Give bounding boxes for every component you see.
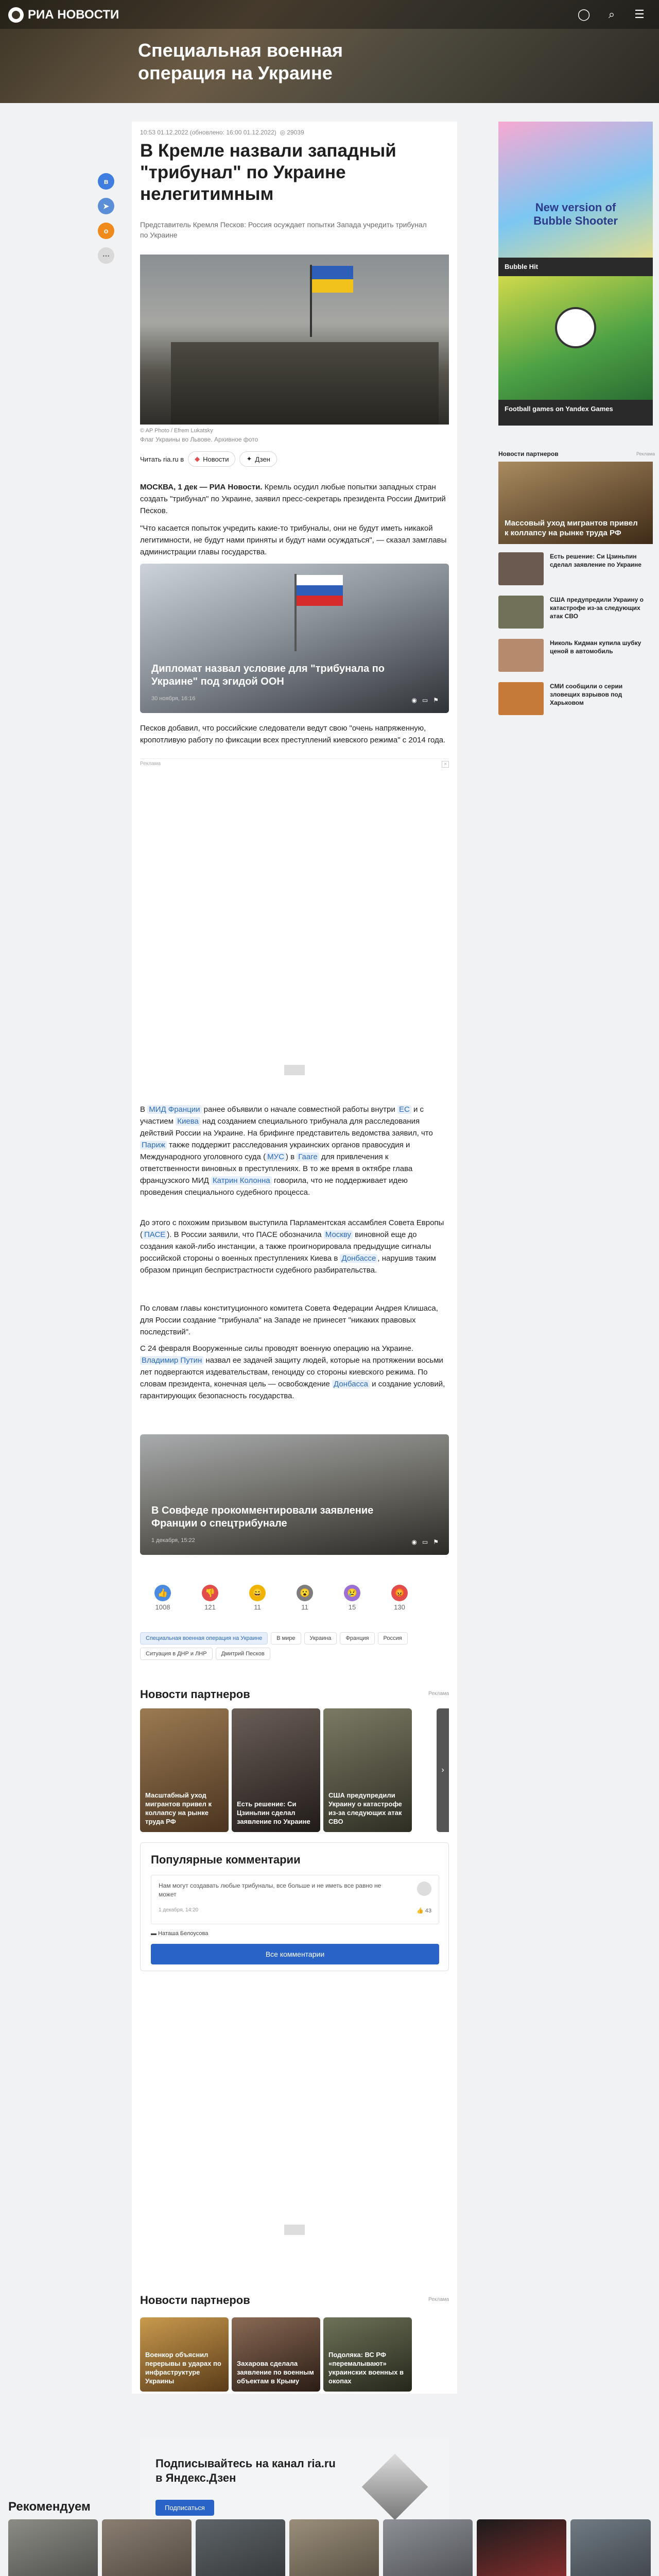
tag[interactable]: Дмитрий Песков [216, 1648, 270, 1660]
header-icons [577, 7, 647, 22]
link-kiev[interactable]: Киева [176, 1117, 200, 1126]
related-card-title: В Совфеде прокомментировали заявление Франции о спецтрибунале [151, 1505, 374, 1529]
paragraph-2: "Что касается попыток учредить какие-то трибуналы, они не будут иметь никакой легитимности, не будут нами приняты и будут нами осуждаться", — сказал замглавы администрации главы государства. [140, 524, 447, 556]
link-colonna[interactable]: Катрин Колонна [211, 1176, 272, 1185]
paragraph-4: В МИД Франции ранее объявили о начале совместной работы внутри ЕС и с участием Киева над созданием специального трибунала для расследования действий России на Украине. На брифинге представитель ведомства заявил, что Париж также поддержит расследования украинских органов правосудия и Международного уголовного суда ( МУС ) в Гааге для привлечения к ответственности виновных в преступлениях. В то же время в октябре глава французского МИД Катрин Колонна говорила, что не поддерживает идею проведения специального судебного процесса. [140, 1105, 433, 1197]
close-icon[interactable]: × [442, 761, 449, 768]
user-icon[interactable]: ◯ [577, 8, 591, 21]
paragraph-1: МОСКВА, 1 дек — РИА Новости. Кремль осудил любые попытки западных стран создать "трибунал" по Украине, заявил пресс-секретарь президента России Дмитрий Песков. [140, 483, 446, 515]
all-comments-button[interactable]: Все комментарии [151, 1944, 439, 1964]
dzen-promo-title: Подписывайтесь на канал ria.ru в Яндекс.Дзен [155, 2457, 336, 2484]
search-icon[interactable]: ⌕ [608, 8, 615, 21]
reaction-button[interactable]: 😄 11 [247, 1585, 268, 1611]
article-photo[interactable] [140, 255, 449, 425]
partner-item[interactable]: США предупредили Украину о катастрофе из-за следующих атак СВО [323, 1708, 412, 1832]
subscribe-button[interactable]: Подписаться [155, 2500, 214, 2516]
article-title: В Кремле назвали западный "трибунал" по Украине нелегитимным [140, 141, 396, 204]
recommend-item[interactable] [196, 2519, 285, 2576]
partners-title-2: Новости партнеров [140, 2294, 250, 2307]
ad-bubble-hit[interactable]: New version of Bubble Shooter Bubble Hit [498, 122, 653, 276]
bookmark-icon: ⚑ [433, 1538, 439, 1546]
avatar [417, 1882, 431, 1896]
comment-icon: ▭ [422, 1538, 428, 1546]
tag[interactable]: Ситуация в ДНР и ЛНР [140, 1648, 213, 1660]
sidebar-news-lead[interactable]: Массовый уход мигрантов привел к коллапсу на рынке труда РФ [498, 462, 653, 544]
recommend-item[interactable] [383, 2519, 473, 2576]
link-mid-france[interactable]: МИД Франции [147, 1105, 201, 1114]
cube-graphic [362, 2454, 428, 2520]
likes-count[interactable]: 👍 43 [416, 1908, 431, 1914]
tag[interactable]: Специальная военная операция на Украине [140, 1632, 268, 1645]
dzen-promo [140, 2438, 449, 2531]
related-card-1[interactable] [140, 564, 449, 713]
related-card-date: 1 декабря, 15:22 [151, 1537, 195, 1544]
paragraph-3: Песков добавил, что российские следователи ведут свою "очень напряженную, кропотливую работу по фиксации всех преступлений киевского режима" с 2014 года. [140, 724, 446, 744]
dzen-button[interactable]: ✦ Дзен [239, 451, 276, 467]
partners-title: Новости партнеров [140, 1688, 250, 1701]
views-icon: ◉ [411, 1538, 417, 1546]
reaction-icon: 😮 [297, 1585, 313, 1601]
ball-icon [555, 307, 596, 348]
partner-item[interactable]: Есть решение: Си Цзиньпин сделал заявление по Украине [232, 1708, 320, 1832]
related-card-2[interactable] [140, 1434, 449, 1555]
comment-icon: ▭ [422, 697, 428, 704]
recommend-title: Рекомендуем [8, 2500, 91, 2514]
logo-icon [8, 7, 24, 23]
reaction-icon: 👎 [202, 1585, 218, 1601]
photo-caption: Флаг Украины во Львове. Архивное фото [140, 436, 258, 443]
article-meta: 10:53 01.12.2022 (обновлено: 16:00 01.12.2022) ◎ 29039 [140, 129, 304, 136]
partner-item[interactable]: Подоляка: ВС РФ «перемалывают» украинских военных в окопах [323, 2317, 412, 2392]
reaction-button[interactable]: 😡 130 [389, 1585, 410, 1611]
photo-credit: © AP Photo / Efrem Lukatsky [140, 428, 213, 434]
menu-icon[interactable]: ☰ [634, 8, 645, 21]
share-vk-icon[interactable]: в [98, 173, 114, 190]
comments-title: Популярные комментарии [151, 1853, 301, 1866]
ad-label: Реклама [428, 1691, 449, 1697]
share-telegram-icon[interactable]: ➤ [98, 198, 114, 214]
reaction-icon: 👍 [154, 1585, 171, 1601]
sidebar-news-item[interactable]: США предупредили Украину о катастрофе из-за следующих атак СВО [498, 596, 653, 629]
tag[interactable]: Украина [304, 1632, 337, 1645]
views-icon: ◉ [411, 697, 417, 704]
tag[interactable]: Франция [340, 1632, 374, 1645]
link-donbass[interactable]: Донбассе [340, 1254, 377, 1263]
link-eu[interactable]: ЕС [397, 1105, 411, 1114]
reaction-button[interactable]: 👎 121 [200, 1585, 220, 1611]
article-lead: Представитель Кремля Песков: Россия осуждает попытки Запада учредить трибунал по Украине [140, 221, 427, 239]
sidebar-news-item[interactable]: СМИ сообщили о серии зловещих взрывов под Харьковом [498, 682, 653, 715]
share-ok-icon[interactable]: о [98, 223, 114, 239]
header-banner [0, 0, 659, 103]
ad-placeholder-2 [140, 1987, 449, 2260]
link-paris[interactable]: Париж [140, 1141, 167, 1149]
chevron-right-icon[interactable]: › [437, 1708, 449, 1832]
partner-item[interactable]: Масштабный уход мигрантов привел к коллапсу на рынке труда РФ [140, 1708, 229, 1832]
link-moscow[interactable]: Москву [324, 1230, 353, 1239]
paragraph-5: До этого с похожим призывом выступила Парламентская ассамблея Совета Европы ( ПАСЕ ). В России заявили, что ПАСЕ обозначила Москву виновной еще до создания какой-либо инстанции, а также проигнорировала предыдущие сигналы российской стороны о военных преступлениях Киева в Донбассе , нарушив таким образом принцип беспристрастности судебного разбирательства. [140, 1218, 444, 1275]
link-mus[interactable]: МУС [266, 1153, 286, 1161]
recommend-item[interactable] [8, 2519, 98, 2576]
reaction-button[interactable]: 👍 1008 [152, 1585, 173, 1611]
reaction-button[interactable]: 😢 15 [342, 1585, 362, 1611]
reaction-button[interactable]: 😮 11 [294, 1585, 315, 1611]
share-more-icon[interactable]: ⋯ [98, 247, 114, 264]
paragraph-6: По словам главы конституционного комитета Совета Федерации Андрея Клишаса, для России создание "трибунала" на Западе не принесет "никаких правовых последствий". [140, 1304, 438, 1336]
sidebar-news-item[interactable]: Есть решение: Си Цзиньпин сделал заявление по Украине [498, 552, 653, 585]
recommend-item[interactable] [289, 2519, 379, 2576]
link-donbass-2[interactable]: Донбасса [332, 1380, 370, 1388]
bookmark-icon: ⚑ [433, 697, 439, 704]
sidebar-news-item[interactable]: Николь Кидман купила шубку ценой в автомобиль [498, 639, 653, 672]
card-icons [411, 697, 439, 704]
comment-card: Нам могут создавать любые трибуналы, все больше и не иметь все равно не может 1 декабря, 14:20 👍 43 [151, 1875, 439, 1924]
section-title[interactable]: Специальная военная операция на Украине [138, 40, 343, 83]
recommend-item[interactable] [102, 2519, 192, 2576]
related-card-title: Дипломат назвал условие для "трибунала по Украине" под эгидой ООН [151, 663, 385, 687]
recommend-item[interactable] [477, 2519, 566, 2576]
ad-label: Реклама [428, 2297, 449, 2302]
read-on-row: Читать ria.ru в ◆ Новости ✦ Дзен [140, 451, 277, 467]
paragraph-7: С 24 февраля Вооруженные силы проводят военную операцию на Украине. Владимир Путин назвал ее задачей защиту людей, которые на протяжении восьми лет подвергаются издевательствам, геноциду со стороны киевского режима. По словам президента, конечная цель — освобождение Донбасса и создание условий, гарантирующих безопасность государства. [140, 1344, 445, 1400]
article [132, 122, 457, 2512]
partner-item[interactable]: Военкор объяснил перерывы в ударах по инфраструктуре Украины [140, 2317, 229, 2392]
partner-item[interactable]: Захарова сделала заявление по военным объектам в Крыму [232, 2317, 320, 2392]
reaction-icon: 😄 [249, 1585, 266, 1601]
link-pase[interactable]: ПАСЕ [143, 1230, 167, 1239]
card-icons [411, 1538, 439, 1546]
sidebar-news-title: Новости партнеров [498, 450, 559, 457]
novosti-button[interactable]: ◆ Новости [188, 451, 235, 467]
tag[interactable]: Россия [378, 1632, 408, 1645]
ad-football-games[interactable]: Football games on Yandex Games [498, 276, 653, 426]
link-putin[interactable]: Владимир Путин [140, 1356, 203, 1365]
comment-user: ▬ Наташа Белоусова [151, 1930, 209, 1937]
logo[interactable]: РИА НОВОСТИ [8, 7, 119, 23]
ad-slot: Реклама × [140, 758, 449, 769]
reaction-icon: 😢 [344, 1585, 360, 1601]
tag[interactable]: В мире [271, 1632, 301, 1645]
related-card-date: 30 ноября, 16:16 [151, 696, 196, 702]
reactions-bar [152, 1585, 441, 1616]
comments-block [140, 1842, 449, 1971]
reaction-icon: 😡 [391, 1585, 408, 1601]
tags-list [140, 1632, 449, 1663]
recommend-item[interactable] [570, 2519, 651, 2576]
link-haag[interactable]: Гааге [297, 1153, 319, 1161]
ad-placeholder [140, 774, 449, 1067]
